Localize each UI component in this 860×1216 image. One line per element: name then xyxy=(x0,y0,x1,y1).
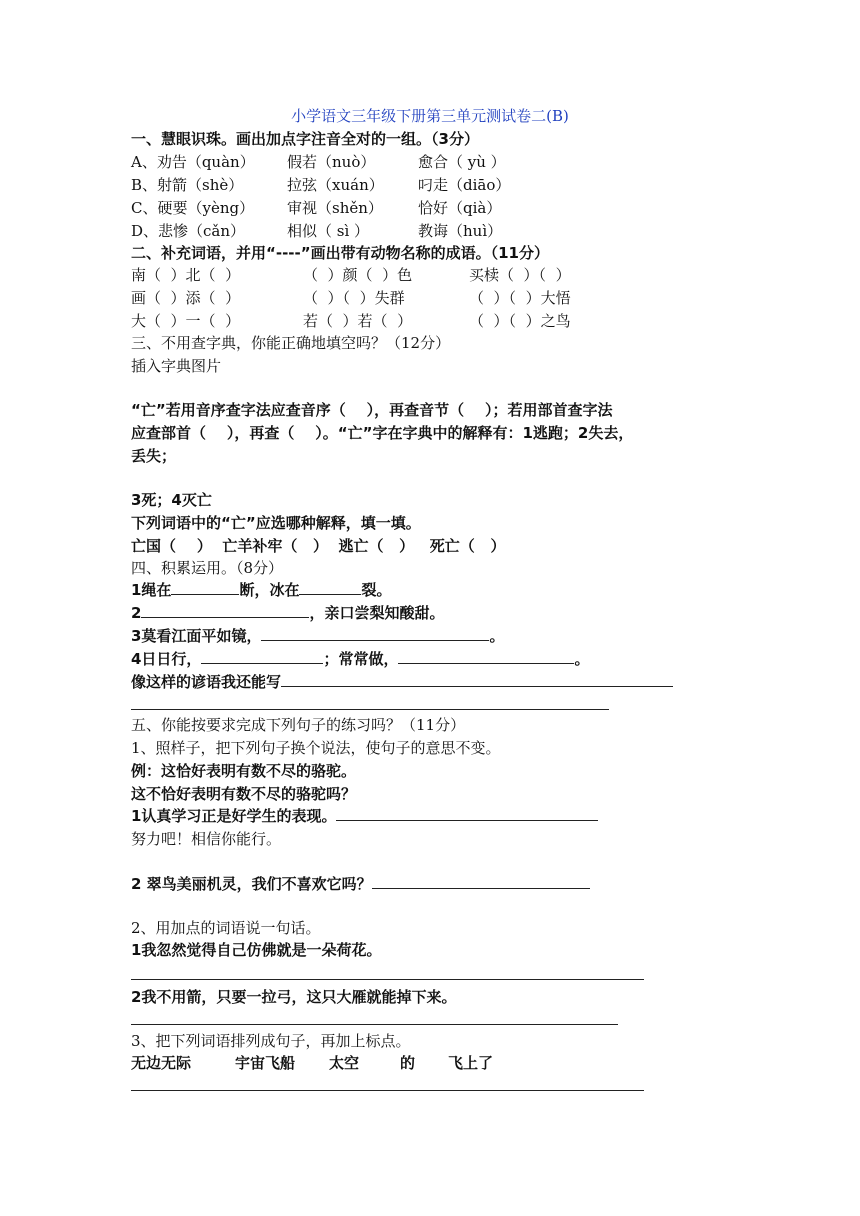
idiom-1-3: 买椟（ ）（ ） xyxy=(469,266,571,284)
proverb-4-blank-b[interactable] xyxy=(398,649,574,664)
q1-sentence-2-blank[interactable] xyxy=(372,874,590,889)
q2-answer-line-2[interactable] xyxy=(131,1024,618,1025)
section-4-heading: 四、积累运用。（8分） xyxy=(131,559,284,577)
idiom-1-1: 南（ ）北（ ） xyxy=(131,266,241,284)
option-a-3: 愈合（ yù ） xyxy=(418,153,506,171)
encouragement-text: 努力吧！相信你能行。 xyxy=(131,830,282,848)
q1-sentence-1: 1认真学习正是好学生的表现。 xyxy=(131,806,598,826)
option-c-3: 恰好（qià） xyxy=(418,199,502,217)
proverb-3-blank[interactable] xyxy=(261,626,489,641)
word-3: 太空 xyxy=(329,1054,360,1072)
q3-instruction: 3、把下列词语排列成句子，再加上标点。 xyxy=(131,1032,411,1050)
option-d-2: 相似（ sì ） xyxy=(287,222,370,240)
q2-sentence-1: 1我忽然觉得自己仿佛就是一朵荷花。 xyxy=(131,941,382,959)
word-1: 无边无际 xyxy=(131,1054,192,1072)
proverb-2-blank[interactable] xyxy=(141,603,309,618)
option-b-1: B、射箭（shè） xyxy=(131,176,244,194)
option-d-1: D、悲惨（cǎn） xyxy=(131,222,246,240)
page-title: 小学语文三年级下册第三单元测试卷二(B) xyxy=(291,107,569,125)
idiom-3-1: 大（ ）一（ ） xyxy=(131,312,241,330)
proverb-4-blank-a[interactable] xyxy=(201,649,323,664)
insert-dictionary-image: 插入字典图片 xyxy=(131,357,222,375)
more-proverbs-blank[interactable] xyxy=(281,672,673,687)
example-rewritten: 这不恰好表明有数不尽的骆驼吗？ xyxy=(131,785,357,803)
idiom-2-3: （ ）（ ）大悟 xyxy=(469,289,571,307)
q3-answer-line[interactable] xyxy=(131,1090,644,1091)
idiom-2-1: 画（ ）添（ ） xyxy=(131,289,241,307)
word-2: 宇宙飞船 xyxy=(235,1054,296,1072)
option-a-2: 假若（nuò） xyxy=(287,153,376,171)
proverb-2: 2 ，亲口尝梨知酸甜。 xyxy=(131,604,445,622)
option-a-1: A、劝告（quàn） xyxy=(131,153,255,171)
option-b-2: 拉弦（xuán） xyxy=(287,176,384,194)
dictionary-question-line-1: “亡”若用音序查字法应查音序（ ），再查音节（ ）；若用部首查字法 xyxy=(131,401,613,419)
meaning-instruction: 下列词语中的“亡”应选哪种解释，填一填。 xyxy=(131,514,421,532)
dictionary-meanings: 3死；4灭亡 xyxy=(131,491,212,509)
section-2-heading: 二、补充词语，并用“----”画出带有动物名称的成语。（11分） xyxy=(131,244,549,262)
section-3-heading: 三、不用查字典，你能正确地填空吗？（12分） xyxy=(131,334,451,352)
option-b-3: 叼走（diāo） xyxy=(418,176,511,194)
idiom-1-2: （ ）颜（ ）色 xyxy=(303,266,413,284)
word-4: 的 xyxy=(400,1054,416,1072)
more-proverbs-line-2[interactable] xyxy=(131,709,609,710)
idiom-3-2: 若（ ）若（ ） xyxy=(303,312,413,330)
word-5: 飞上了 xyxy=(448,1054,494,1072)
more-proverbs: 像这样的谚语我还能写 xyxy=(131,672,673,692)
option-c-2: 审视（shěn） xyxy=(287,199,383,217)
q1-sentence-2: 2 翠鸟美丽机灵，我们不喜欢它吗？ xyxy=(131,874,590,894)
q2-answer-line-1[interactable] xyxy=(131,979,644,980)
section-5-heading: 五、你能按要求完成下列句子的练习吗？（11分） xyxy=(131,716,466,734)
idiom-2-2: （ ）（ ）失群 xyxy=(303,289,405,307)
section-1-heading: 一、慧眼识珠。画出加点字注音全对的一组。（3分） xyxy=(131,130,479,148)
example-sentence: 例：这恰好表明有数不尽的骆驼。 xyxy=(131,762,357,780)
proverb-1-blank-a[interactable] xyxy=(171,580,239,595)
dictionary-question-line-3: 丢失； xyxy=(131,447,177,465)
proverb-1-blank-b[interactable] xyxy=(299,580,361,595)
q1-instruction: 1、照样子，把下列句子换个说法，使句子的意思不变。 xyxy=(131,739,501,757)
q2-instruction: 2、用加点的词语说一句话。 xyxy=(131,919,321,937)
q1-sentence-1-blank[interactable] xyxy=(336,806,598,821)
proverb-1: 1绳在 断，冰在 裂。 xyxy=(131,581,392,599)
dictionary-question-line-2: 应查部首（ ），再查（ ）。“亡”字在字典中的解释有：1逃跑；2失去， xyxy=(131,424,634,442)
proverb-4: 4日日行， ；常常做， 。 xyxy=(131,650,590,668)
option-d-3: 教诲（huì） xyxy=(418,222,503,240)
proverb-3: 3莫看江面平如镜， 。 xyxy=(131,627,505,645)
option-c-1: C、硬要（yèng） xyxy=(131,199,255,217)
q2-sentence-2: 2我不用箭，只要一拉弓，这只大雁就能掉下来。 xyxy=(131,988,457,1006)
meaning-blanks: 亡国（ ） 亡羊补牢（ ） 逃亡（ ） 死亡（ ） xyxy=(131,537,506,555)
idiom-3-3: （ ）（ ）之鸟 xyxy=(469,312,571,330)
